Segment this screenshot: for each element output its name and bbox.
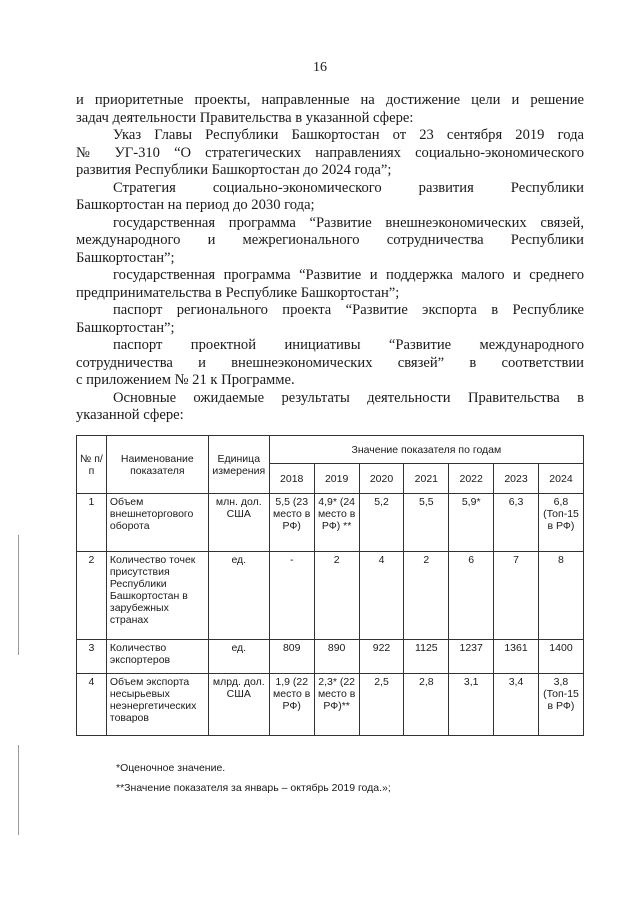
indicator-value: 809 [269, 640, 314, 674]
indicator-value: 1125 [404, 640, 449, 674]
text-line: задач деятельности Правительства в указанной сфере: [76, 109, 414, 126]
indicator-value: - [269, 552, 314, 640]
indicator-value: 2,3* (22 место в РФ)** [314, 674, 359, 736]
year-header: 2024 [538, 464, 583, 494]
indicator-unit: ед. [208, 552, 269, 640]
indicator-value: 2 [314, 552, 359, 640]
indicator-value: 6,3 [494, 494, 539, 552]
indicator-value: 5,2 [359, 494, 404, 552]
text-line: с приложением № 21 к Программе. [76, 372, 295, 388]
year-header: 2021 [404, 464, 449, 494]
indicator-value: 890 [314, 640, 359, 674]
indicator-value: 2,8 [404, 674, 449, 736]
text-line: № УГ-310 “О стратегических направлениях социально-экономического [76, 144, 584, 161]
indicator-value: 1361 [494, 640, 539, 674]
footnotes [116, 762, 391, 802]
indicator-unit: ед. [208, 640, 269, 674]
text-line: указанной сфере: [76, 407, 184, 423]
text-line: Указ Главы Республики Башкортостан от 23 сентября 2019 года [113, 127, 584, 143]
results-table [76, 435, 584, 736]
indicator-value: 1,9 (22 место в РФ) [269, 674, 314, 736]
indicator-value: 8 [538, 552, 583, 640]
page-number: 16 [313, 60, 327, 75]
indicator-name: Количество экспортеров [106, 640, 208, 674]
text-line: Башкортостан”; [76, 249, 175, 266]
text-line: международного и межрегионального сотрудничества Республики [76, 232, 584, 248]
indicator-value: 1400 [538, 640, 583, 674]
year-header: 2019 [314, 464, 359, 494]
year-header: 2018 [269, 464, 314, 494]
indicator-value: 4,9* (24 место в РФ) ** [314, 494, 359, 552]
indicator-name: Количество точек присутствия Республики Башкортостан в зарубежных странах [106, 552, 208, 640]
text-line: Башкортостан на период до 2030 года; [76, 197, 315, 213]
text-line: предпринимательства в Республике Башкортостан”; [76, 284, 400, 301]
indicator-name: Объем внешнеторгового оборота [106, 494, 208, 552]
indicator-value: 922 [359, 640, 404, 674]
indicator-value: 4 [359, 552, 404, 640]
row-number: 1 [77, 494, 107, 552]
indicator-value: 2 [404, 552, 449, 640]
year-header: 2022 [449, 464, 494, 494]
footnote: **Значение показателя за январь – октябрь 2019 года.»; [116, 782, 391, 794]
row-number: 2 [77, 552, 107, 640]
indicator-value: 3,4 [494, 674, 539, 736]
binding-margin-line [18, 535, 19, 655]
indicator-value: 3,8 (Топ-15 в РФ) [538, 674, 583, 736]
col-header-unit: Единица измерения [208, 436, 269, 494]
table-row [77, 494, 584, 552]
table-row [77, 552, 584, 640]
text-line: государственная программа “Развитие и поддержка малого и среднего [113, 267, 584, 283]
table-row [77, 674, 584, 736]
col-header-num: № п/п [77, 436, 107, 494]
text-line: паспорт проектной инициативы “Развитие международного [113, 337, 584, 353]
text-line: государственная программа “Развитие внешнеэкономических связей, [113, 214, 584, 231]
year-header: 2020 [359, 464, 404, 494]
col-header-values: Значение показателя по годам [269, 436, 583, 464]
indicator-unit: млн. дол. США [208, 494, 269, 552]
indicator-value: 2,5 [359, 674, 404, 736]
indicator-value: 1237 [449, 640, 494, 674]
indicator-value: 5,9* [449, 494, 494, 552]
text-line: Стратегия социально-экономического развития Республики [113, 179, 584, 196]
text-line: и приоритетные проекты, направленные на достижение цели и решение [76, 92, 584, 108]
indicator-unit: млрд. дол. США [208, 674, 269, 736]
text-line: Башкортостан”; [76, 319, 175, 336]
year-header: 2023 [494, 464, 539, 494]
indicator-value: 3,1 [449, 674, 494, 736]
binding-margin-line [18, 745, 19, 835]
indicator-value: 6 [449, 552, 494, 640]
footnote: *Оценочное значение. [116, 762, 226, 774]
indicator-value: 5,5 (23 место в РФ) [269, 494, 314, 552]
indicator-value: 7 [494, 552, 539, 640]
row-number: 3 [77, 640, 107, 674]
text-line: сотрудничества и внешнеэкономических связей” в соответствии [76, 354, 584, 371]
indicator-name: Объем экспорта несырьевых неэнергетических товаров [106, 674, 208, 736]
col-header-name: Наименование показателя [106, 436, 208, 494]
row-number: 4 [77, 674, 107, 736]
indicator-value: 5,5 [404, 494, 449, 552]
table-row [77, 640, 584, 674]
text-line: паспорт регионального проекта “Развитие экспорта в Республике [113, 302, 584, 318]
text-line: Основные ожидаемые результаты деятельности Правительства в [113, 389, 584, 406]
indicator-value: 6,8 (Топ-15 в РФ) [538, 494, 583, 552]
text-line: развития Республики Башкортостан до 2024 года”; [76, 162, 392, 178]
